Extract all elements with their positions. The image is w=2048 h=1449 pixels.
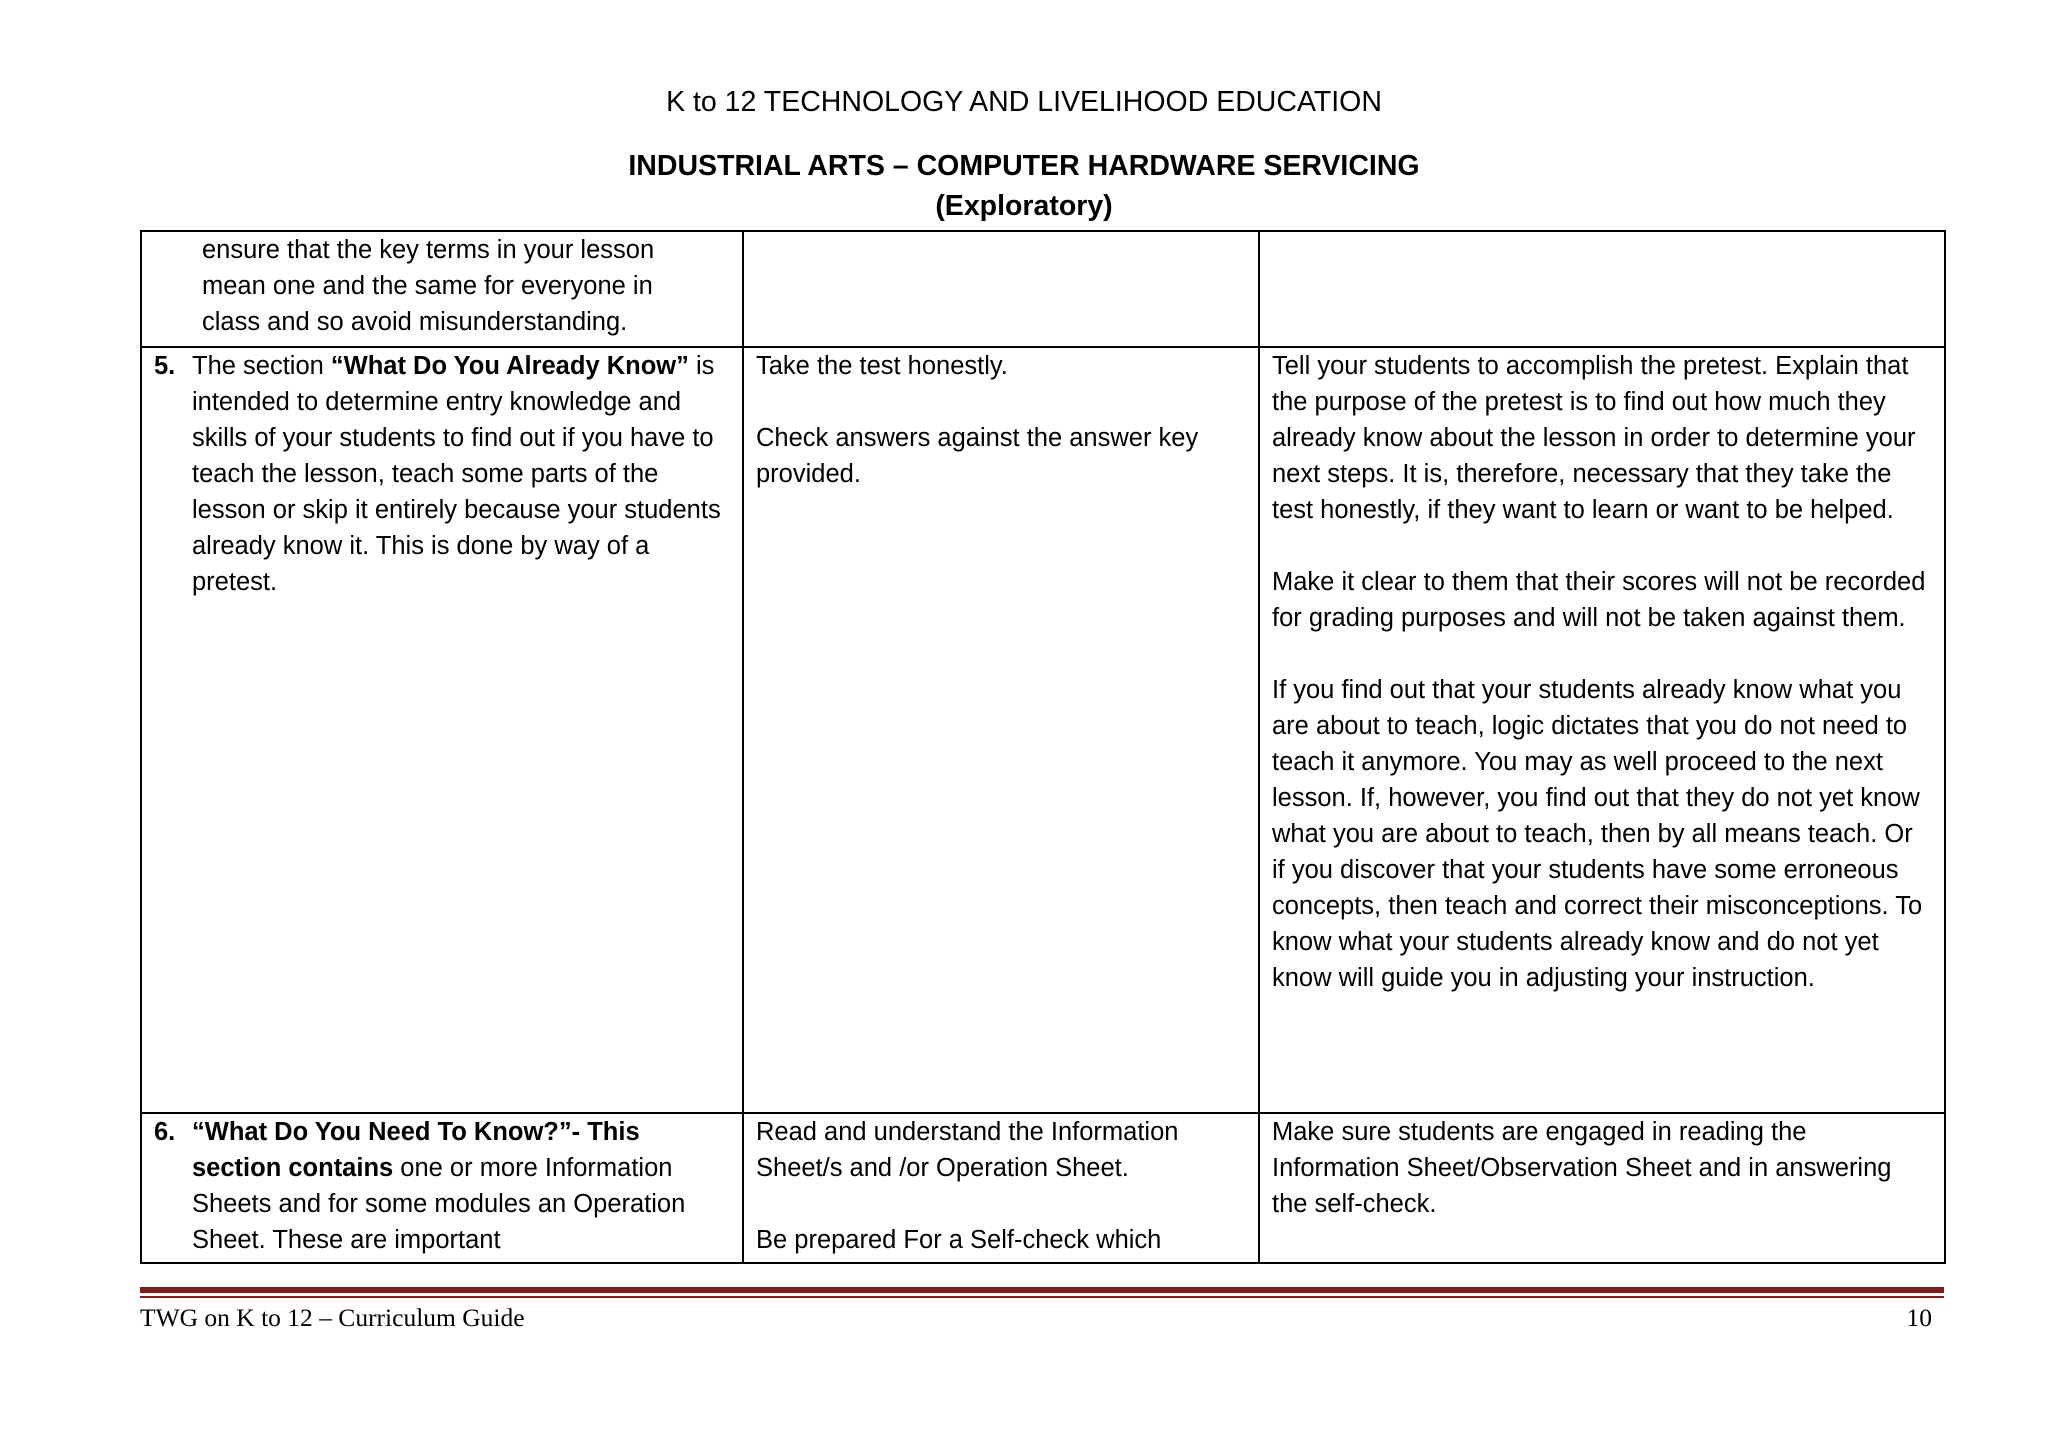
teacher-activity-cell: [1259, 1113, 1945, 1263]
footer-rule-thin: [140, 1296, 1944, 1298]
text-line: mean one and the same for everyone in: [202, 272, 653, 300]
table-row: [141, 347, 1945, 1113]
text-run: is intended to determine entry knowledge and skills of your students to find out if you have to teach the lesson, teach some parts of the lesson or skip it entirely because your students already know it. This is done by way of a pretest.: [192, 352, 721, 596]
paragraph: Read and understand the Information Sheet/s and /or Operation Sheet.: [756, 1118, 1179, 1182]
teacher-activity-cell: [1259, 231, 1945, 347]
text-run: one or more Information Sheets and for some modules an Operation Sheet. These are important: [192, 1154, 686, 1254]
teacher-guide-cell: [141, 347, 743, 1113]
document-subject: INDUSTRIAL ARTS – COMPUTER HARDWARE SERVICING: [628, 150, 1420, 182]
page-number: 10: [1906, 1303, 1932, 1332]
paragraph: Tell your students to accomplish the pretest. Explain that the purpose of the pretest is to find out how much they already know about the lesson in order to determine your next steps. It is, therefore, necessary that they take the test honestly, if they want to learn or want to be helped.: [1272, 352, 1916, 524]
teacher-activity-cell: [1259, 347, 1945, 1113]
section-description: [192, 348, 730, 600]
student-activity-cell: [743, 347, 1259, 1113]
paragraph: Be prepared For a Self-check which: [756, 1226, 1162, 1254]
document-subtitle: (Exploratory): [935, 190, 1113, 222]
curriculum-guide-table: [140, 230, 1946, 1264]
paragraph: Make sure students are engaged in reading the Information Sheet/Observation Sheet and in answering the self-check.: [1272, 1118, 1892, 1218]
teacher-guide-cell: [141, 231, 743, 347]
footer-rule: [140, 1287, 1944, 1293]
paragraph: Take the test honestly.: [756, 352, 1008, 380]
text-line: class and so avoid misunderstanding.: [202, 308, 628, 336]
document-title: K to 12 TECHNOLOGY AND LIVELIHOOD EDUCATION: [666, 86, 1382, 118]
paragraph: If you find out that your students already know what you are about to teach, logic dictates that you do not need to teach it anymore. You may as well proceed to the next lesson. If, however, you find out that they do not yet know what you are about to teach, then by all means teach. Or if you discover that your students have some erroneous concepts, then teach and correct their misconceptions. To know what your students already know and do not yet know will guide you in adjusting your instruction.: [1272, 676, 1923, 992]
paragraph: Check answers against the answer key provided.: [756, 424, 1199, 488]
table-row: [141, 231, 1945, 347]
paragraph: Make it clear to them that their scores will not be recorded for grading purposes and will not be taken against them.: [1272, 568, 1926, 632]
text-run: The section: [192, 352, 331, 380]
section-name: “What Do You Need To Know?”- This section contains: [192, 1118, 640, 1182]
student-activity-cell: [743, 231, 1259, 347]
table-row: [141, 1113, 1945, 1263]
text-line: ensure that the key terms in your lesson: [202, 236, 655, 264]
section-name: “What Do You Already Know”: [330, 352, 689, 380]
footer-text: TWG on K to 12 – Curriculum Guide: [140, 1303, 525, 1332]
section-description: [192, 1114, 730, 1258]
item-number: 5.: [154, 352, 176, 380]
student-activity-cell: [743, 1113, 1259, 1263]
teacher-guide-cell: [141, 1113, 743, 1263]
item-number: 6.: [154, 1118, 176, 1146]
